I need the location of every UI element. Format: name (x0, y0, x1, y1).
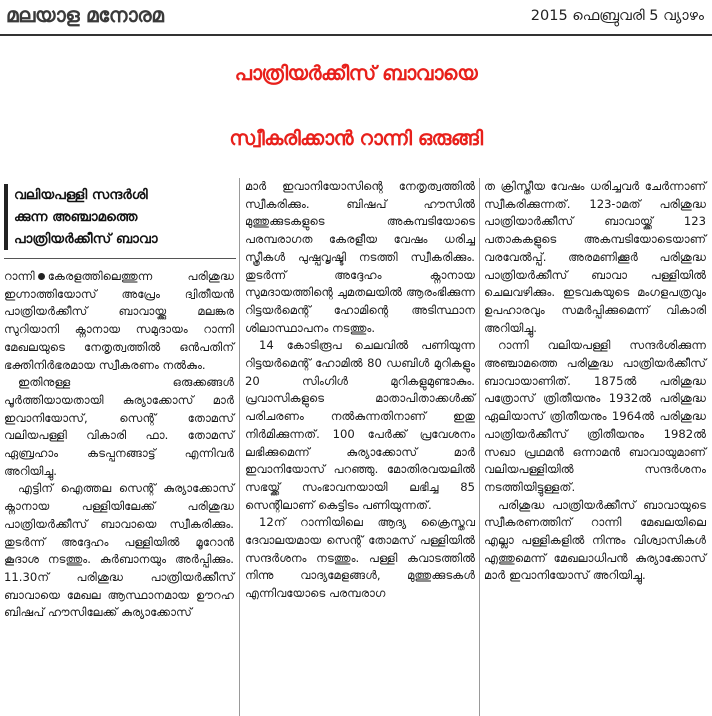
subhead-line-3: പാത്രിയർക്കീസ് ബാവാ (14, 231, 158, 247)
article-paragraph: മാർ ഇവാനിയോസിന്റെ നേതൃത്വത്തിൽ സ്വീകരിക്കും. ബിഷപ് ഹൗസിൽ മുത്തുക്കുടകളുടെ അകമ്പടിയോടെ പരമ്പരാഗത കേരളീയ വേഷം ധരിച്ച സ്ത്രീകൾ പുഷ്പവൃഷ്ടി നടത്തി സ്വീകരിക്കും. തുടർന്ന് അദ്ദേഹം ക്നാനായ സുമദായത്തിന്റെ ചുമതലയിൽ ആരംഭിക്കുന്ന റിട്ടയർമെന്റ് ഹോമിന്റെ അടിസ്ഥാന ശിലാസ്ഥാപനം നടത്തും. (245, 179, 475, 335)
column-divider (239, 178, 240, 716)
subhead-accent-bar (4, 184, 8, 250)
headline-line-1: പാത്രിയർക്കീസ് ബാവായെ (234, 61, 478, 85)
article-paragraph: ഇതിനുള്ള ഒരുക്കങ്ങൾ പൂർത്തിയായതായി കുര്യാക്കോസ് മാർ ഇവാനിയോസ്, സെന്റ് തോമസ് വലിയപള്ളി വികാരി ഫാ. തോമസ് ഏബ്രഹാം കടപ്പനങ്ങാട്ട് എന്നിവർ അറിയിച്ചു. (4, 375, 234, 478)
article-paragraph: പരിശുദ്ധ പാത്രിയർക്കീസ് ബാവായുടെ സ്വീകരണത്തിന് റാന്നി മേഖലയിലെ എല്ലാ പള്ളികളിൽ നിന്നും വിശ്വാസികൾ എത്തുമെന്ന് മേഖലാധിപൻ കുര്യാക്കോസ് മാർ ഇവാനിയോസ് അറിയിച്ചു. (484, 497, 706, 583)
article-column-3 (484, 178, 706, 585)
subhead-line-1: വലിയപള്ളി സന്ദർശി (14, 187, 148, 203)
masthead-rule (0, 34, 712, 36)
masthead (0, 0, 712, 36)
article-paragraph: 12ന് റാന്നിയിലെ ആദ്യ ക്രൈസ്തവ ദേവാലയമായ സെന്റ് തോമസ് പള്ളിയിൽ സന്ദർശനം നടത്തും. പള്ളി കവാടത്തിൽ നിന്നു വാദ്യമേളങ്ങൾ, മുത്തുക്കുടകൾ എന്നിവയോടെ പരമ്പരാഗ (245, 515, 475, 601)
newspaper-name: മലയാള മനോരമ (6, 3, 164, 27)
article-paragraph: ത ക്രിസ്തീയ വേഷം ധരിച്ചവർ ചേർന്നാണ് സ്വീകരിക്കുന്നത്. 123-ാമത് പരിശുദ്ധ പാത്രിയാർക്കീസ് ബാവായ്ക്ക് 123 പതാകകളുടെ അകമ്പടിയോടെയാണ് വരവേൽപ്പ്. അരമണിക്കൂർ പരിശുദ്ധ പാത്രിയർക്കീസ് ബാവാ പള്ളിയിൽ ചെലവഴിക്കും. ഇടവകയുടെ മംഗളപത്രവും ഉപഹാരവും സമർപ്പിക്കുമെന്ന് വികാരി അറിയിച്ചു. (484, 179, 706, 335)
article-column-2 (245, 178, 475, 603)
article-column-1 (4, 268, 234, 622)
article-paragraph: റാന്നി വലിയപള്ളി സന്ദർശിക്കുന്ന അഞ്ചാമത്തെ പരിശുദ്ധ പാത്രിയർക്കീസ് ബാവായാണിത്. 1875ൽ പരിശുദ്ധ പത്രോസ് ത്രിതീയനും 1932ൽ പരിശുദ്ധ ഏലിയാസ് ത്രിതീയനും 1964ൽ പരിശുദ്ധ പാത്രിയർക്കീസ് ത്രിതീയനും 1982ൽ സഖാ പ്രഥമൻ ഒന്നാമൻ ബാവായുമാണ് വലിയപള്ളിയിൽ സന്ദർശനം നടത്തിയിട്ടുള്ളത്. (484, 338, 706, 494)
subheadline (14, 184, 236, 250)
dateline-place: റാന്നി (4, 269, 35, 283)
headline-line-2: സ്വീകരിക്കാൻ റാന്നി ഒരുങ്ങി (229, 126, 483, 150)
article-paragraph: 14 കോടിരൂപ ചെലവിൽ പണിയുന്ന റിട്ടയർമെന്റ് ഹോമിൽ 80 ഡബിൾ മുറികളും 20 സിംഗിൾ മുറികളുമുണ്ടാകും. പ്രവാസികളുടെ മാതാപിതാക്കൾക്ക് പരിചരണം നൽകുന്നതിനാണ് ഇതു നിർമിക്കുന്നത്. 100 പേർക്ക് പ്രവേശനം ലഭിക്കുമെന്ന് കുര്യാക്കോസ് മാർ ഇവാനിയോസ് പറഞ്ഞു. മോതിരവയലിൽ സഭയ്ക്ക് സംഭാവനയായി ലഭിച്ച 85 സെന്റിലാണ് കെട്ടിടം പണിയുന്നത്. (245, 338, 475, 512)
article-paragraph: എട്ടിന് ഐത്തല സെന്റ് കുര്യാക്കോസ് ക്നാനായ പള്ളിയിലേക്ക് പരിശുദ്ധ പാത്രിയർക്കീസ് ബാവായെ സ്വീകരിക്കും. തുടർന്ന് അദ്ദേഹം പള്ളിയിൽ മൂറോൻ കൂദാശ നടത്തും. കുർബാനയും അർപ്പിക്കും. 11.30ന് പരിശുദ്ധ പാത്രിയർക്കീസ് ബാവായെ മേഖല ആസ്ഥാനമായ ഊറഹ ബിഷപ് ഹൗസിലേക്ക് കുര്യാക്കോസ് (4, 481, 234, 620)
column-divider (479, 178, 480, 716)
paragraph-text: കേരളത്തിലെത്തുന്ന പരിശുദ്ധ ഇഗ്നാത്തിയോസ് അപ്രേം ദ്വിതീയൻ പാത്രിയർക്കീസ് ബാവായ്ക്കു മലങ്കര സുറിയാനി ക്നാനായ സമുദായം റാന്നി മേഖലയുടെ നേതൃത്വത്തിൽ ഒൻപതിന് ഭക്തിനിർഭരമായ സ്വീകരണം നൽകും. (4, 269, 234, 372)
subhead-line-2: ക്കുന്ന അഞ്ചാമത്തെ (14, 209, 138, 225)
publication-date: 2015 ഫെബ്രുവരി 5 വ്യാഴം (530, 8, 704, 24)
subhead-rule (4, 258, 236, 259)
article-paragraph (4, 268, 234, 374)
bullet-icon (38, 273, 45, 280)
